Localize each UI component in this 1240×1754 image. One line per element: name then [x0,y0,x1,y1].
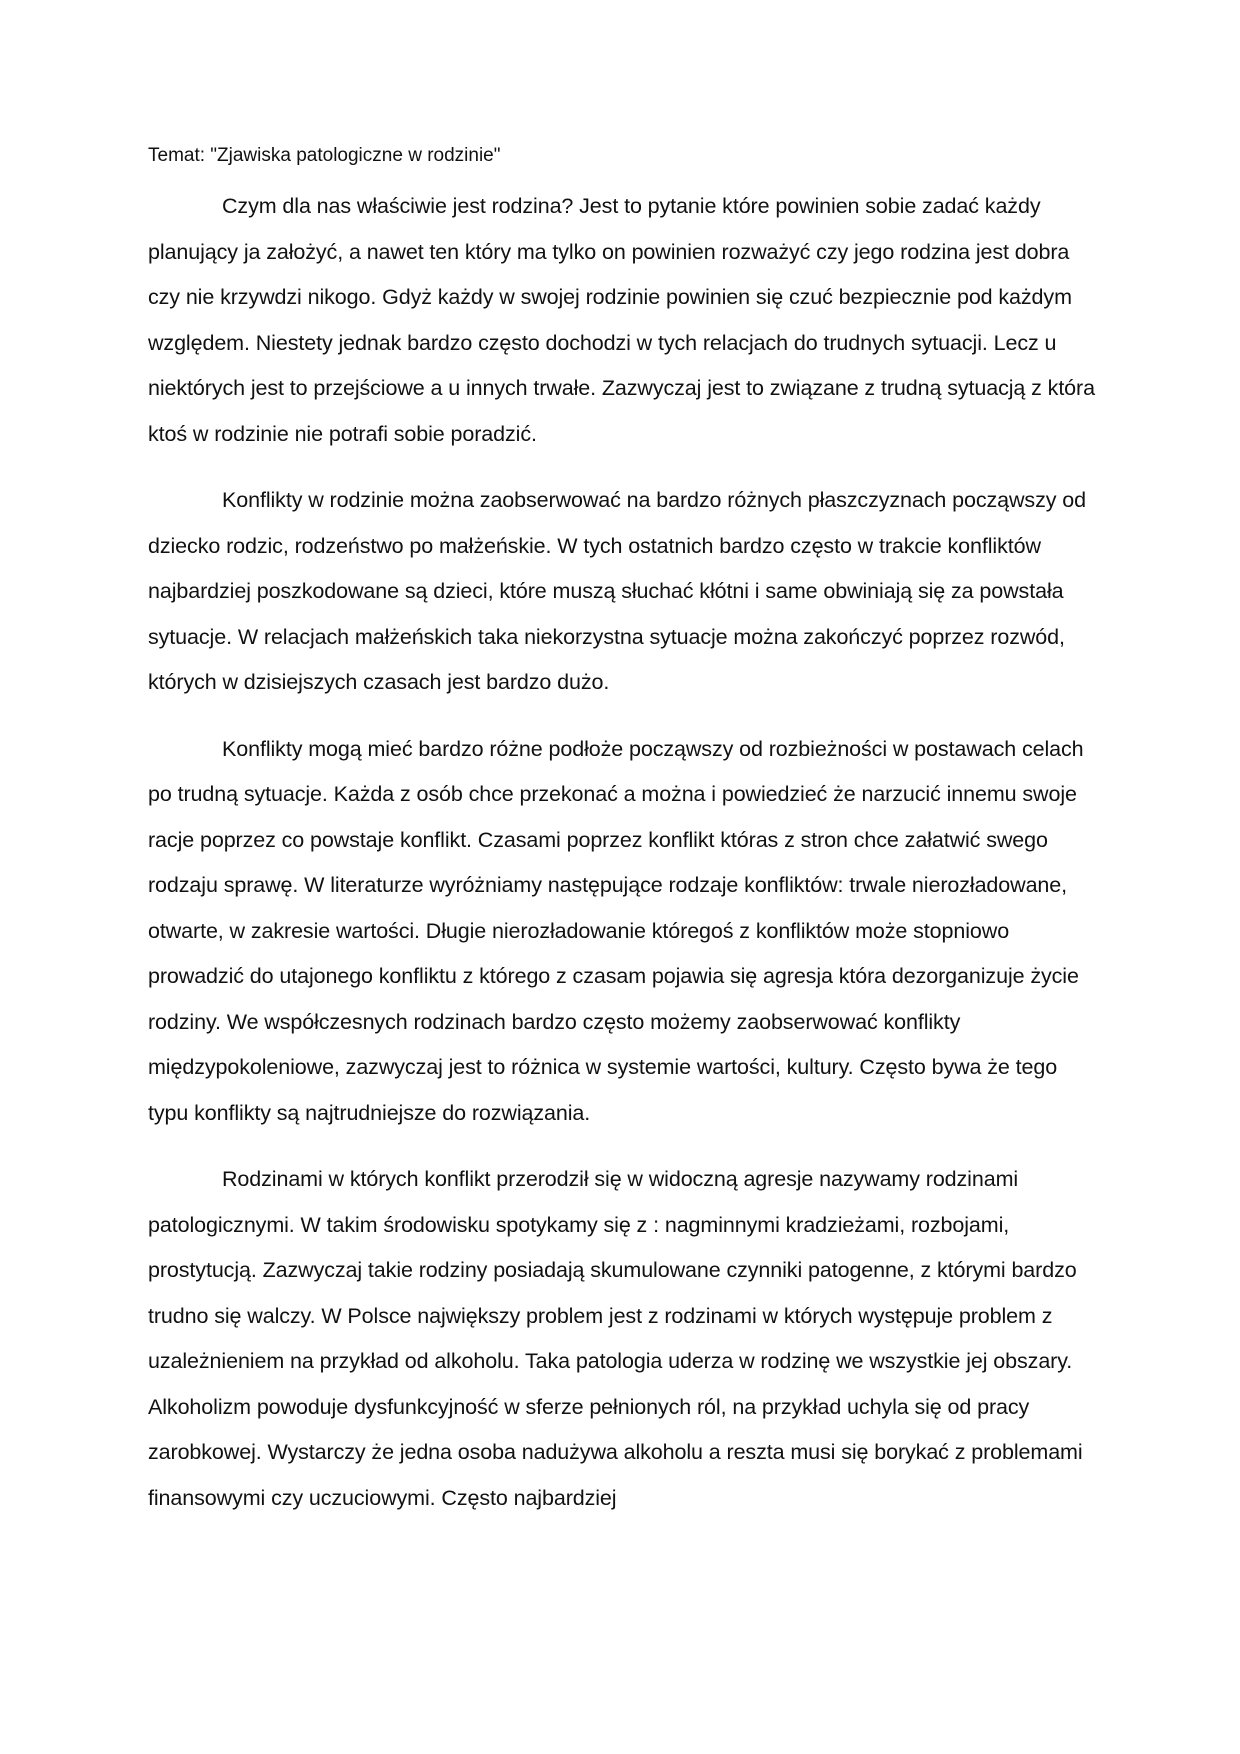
paragraph-2: Konflikty w rodzinie można zaobserwować na bardzo różnych płaszczyznach począwszy od dziecko rodzic, rodzeństwo po małżeńskie. W tych ostatnich bardzo często w trakcie konfliktów najbardziej poszkodowane są dzieci, które muszą słuchać kłótni i same obwiniają się za powstała sytuacje. W relacjach małżeńskich taka niekorzystna sytuacje można zakończyć poprzez rozwód, których w dzisiejszych czasach jest bardzo dużo. [148,488,1086,694]
document-title: Temat: "Zjawiska patologiczne w rodzinie" [148,145,501,166]
paragraph-1: Czym dla nas właściwie jest rodzina? Jest to pytanie które powinien sobie zadać każdy planujący ja założyć, a nawet ten który ma tylko on powinien rozważyć czy jego rodzina jest dobra czy nie krzywdzi nikogo. Gdyż każdy w swojej rodzinie powinien się czuć bezpiecznie pod każdym względem. Niestety jednak bardzo często dochodzi w tych relacjach do trudnych sytuacji. Lecz u niektórych jest to przejściowe a u innych trwałe. Zazwyczaj jest to związane z trudną sytuacją z która ktoś w rodzinie nie potrafi sobie poradzić. [148,194,1095,446]
paragraph-3: Konflikty mogą mieć bardzo różne podłoże począwszy od rozbieżności w postawach celach po trudną sytuacje. Każda z osób chce przekonać a można i powiedzieć że narzucić innemu swoje racje poprzez co powstaje konflikt. Czasami poprzez konflikt któras z stron chce załatwić swego rodzaju sprawę. W literaturze wyróżniamy następujące rodzaje konfliktów: trwale nierozładowane, otwarte, w zakresie wartości. Długie nierozładowanie któregoś z konfliktów może stopniowo prowadzić do utajonego konfliktu z którego z czasam pojawia się agresja która dezorganizuje życie rodziny. We współczesnych rodzinach bardzo często możemy zaobserwować konflikty międzypokoleniowe, zazwyczaj jest to różnica w systemie wartości, kultury. Często bywa że tego typu konflikty są najtrudniejsze do rozwiązania. [148,736,1084,1125]
paragraph-4: Rodzinami w których konflikt przerodził się w widoczną agresje nazywamy rodzinami patologicznymi. W takim środowisku spotykamy się z : nagminnymi kradzieżami, rozbojami, prostytucją. Zazwyczaj takie rodziny posiadają skumulowane czynniki patogenne, z którymi bardzo trudno się walczy. W Polsce największy problem jest z rodzinami w których występuje problem z uzależnieniem na przykład od alkoholu. Taka patologia uderza w rodzinę we wszystkie jej obszary. Alkoholizm powoduje dysfunkcyjność w sferze pełnionych ról, na przykład uchyla się od pracy zarobkowej. Wystarczy że jedna osoba nadużywa alkoholu a reszta musi się borykać z problemami finansowymi czy uczuciowymi. Często najbardziej [148,1167,1083,1510]
document-body [148,142,1096,1521]
